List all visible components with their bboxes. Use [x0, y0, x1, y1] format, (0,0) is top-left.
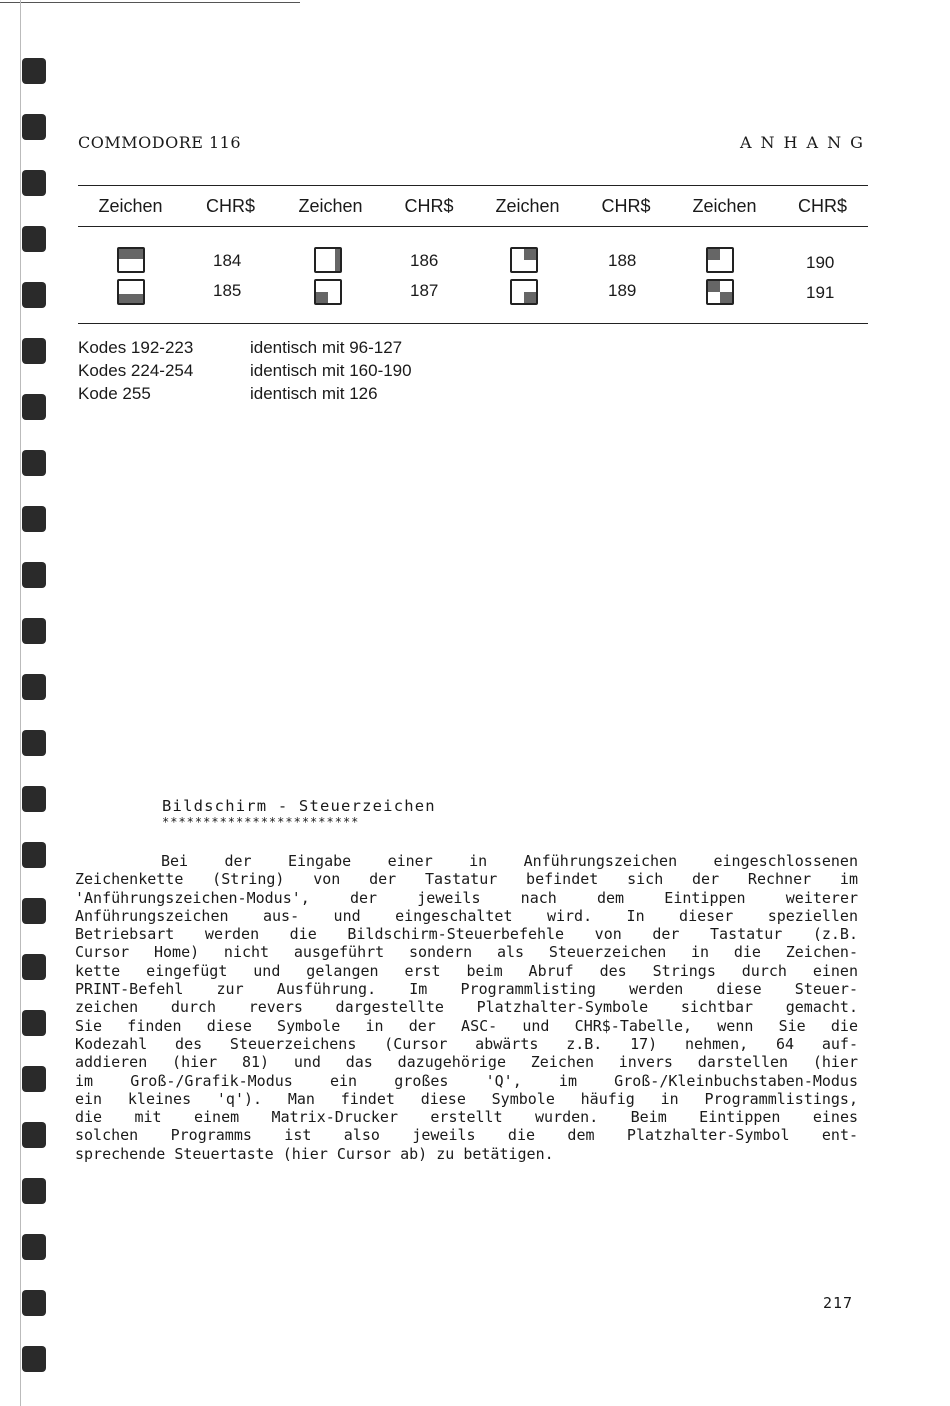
- binder-hole: [22, 394, 46, 420]
- binder-hole: [22, 562, 46, 588]
- binder-hole: [22, 954, 46, 980]
- binder-hole: [22, 58, 46, 84]
- binder-hole: [22, 842, 46, 868]
- binder-hole: [22, 730, 46, 756]
- bottom-half-block-icon: [117, 279, 145, 305]
- col-header-zeichen: Zeichen: [692, 195, 757, 216]
- chr-code: 184: [213, 251, 242, 270]
- binder-hole: [22, 338, 46, 364]
- chr-code: 190: [806, 253, 835, 272]
- body-line: kette eingefügt und gelangen erst beim Abruf des Strings durch einen: [75, 961, 858, 980]
- chr-code: 191: [806, 283, 835, 302]
- body-line: Zeichenkette (String) von der Tastatur befindet sich der Rechner im: [75, 870, 858, 889]
- body-line: addieren (hier 81) und das dazugehörige Zeichen invers darstellen (hier: [75, 1053, 858, 1072]
- body-line: ein kleines 'q'). Man findet diese Symbole häufig in Programmlistings,: [75, 1089, 858, 1108]
- code-ranges: [78, 336, 412, 405]
- section-title: Bildschirm - Steuerzeichen: [162, 797, 436, 815]
- binder-hole: [22, 506, 46, 532]
- binder-hole: [22, 1122, 46, 1148]
- checker-quadrants-icon: [706, 279, 734, 305]
- code-range-key: Kodes 192-223: [78, 338, 194, 357]
- col-header-chr: CHR$: [205, 195, 255, 216]
- binder-hole: [22, 226, 46, 252]
- bottom-right-quadrant-icon: [510, 279, 538, 305]
- code-range-row: [78, 382, 412, 405]
- binder-strip: [0, 0, 21, 1406]
- body-line: Sie finden diese Symbole in der ASC- und CHR$-Tabelle, wenn Sie die: [75, 1016, 858, 1035]
- chr-code: 188: [608, 251, 637, 270]
- binder-hole: [22, 1066, 46, 1092]
- binder-hole: [22, 170, 46, 196]
- chr-table: [78, 185, 868, 324]
- section-title-underline: ************************: [162, 815, 360, 829]
- binder-hole: [22, 1290, 46, 1316]
- body-line: solchen Programms ist also jeweils die dem Platzhalter-Symbol ent-: [75, 1126, 858, 1145]
- binder-hole: [22, 1346, 46, 1372]
- body-line: Kodezahl des Steuerzeichens (Cursor abwärts z.B. 17) nehmen, 64 auf-: [75, 1034, 858, 1053]
- body-line: Cursor Home) nicht ausgeführt sondern als Steuerzeichen in die Zeichen-: [75, 943, 858, 962]
- body-line: die mit einem Matrix-Drucker erstellt wurden. Beim Eintippen eines: [75, 1108, 858, 1127]
- top-rule: [0, 2, 300, 3]
- code-range-value: identisch mit 160-190: [250, 361, 412, 380]
- header-right: ANHANG: [740, 133, 872, 152]
- code-range-value: identisch mit 126: [250, 384, 378, 403]
- binder-hole: [22, 898, 46, 924]
- col-header-zeichen: Zeichen: [495, 195, 560, 216]
- table-bottom-rule: [78, 323, 868, 324]
- bottom-left-quadrant-icon: [314, 279, 342, 305]
- binder-hole: [22, 674, 46, 700]
- section-body: [75, 852, 858, 1163]
- binder-hole: [22, 114, 46, 140]
- body-line: Betriebsart werden die Bildschirm-Steuerbefehle von der Tastatur (z.B.: [75, 925, 858, 944]
- col-header-chr: CHR$: [601, 195, 651, 216]
- body-line: zeichen durch revers dargestellte Platzhalter-Symbole sichtbar gemacht.: [75, 998, 858, 1017]
- chr-code: 187: [410, 281, 439, 300]
- code-range-row: [78, 336, 412, 359]
- code-range-key: Kode 255: [78, 384, 151, 403]
- code-range-value: identisch mit 96-127: [250, 338, 403, 357]
- table-header: [78, 186, 868, 226]
- binder-hole: [22, 1234, 46, 1260]
- top-right-quadrant-icon: [510, 247, 538, 273]
- col-header-zeichen: Zeichen: [298, 195, 363, 216]
- header-left: COMMODORE 116: [78, 133, 242, 152]
- code-range-row: [78, 359, 412, 382]
- chr-code: 189: [608, 281, 637, 300]
- body-line: 'Anführungszeichen-Modus', der jeweils nach dem Eintippen weiterer: [75, 888, 858, 907]
- top-left-quadrant-icon: [706, 247, 734, 273]
- col-header-chr: CHR$: [404, 195, 454, 216]
- binder-hole: [22, 1178, 46, 1204]
- code-range-key: Kodes 224-254: [78, 361, 194, 380]
- col-header-zeichen: Zeichen: [98, 195, 163, 216]
- body-line: PRINT-Befehl zur Ausführung. Im Programmlisting werden diese Steuer-: [75, 980, 858, 999]
- binder-hole: [22, 1010, 46, 1036]
- chr-code: 185: [213, 281, 242, 300]
- body-line: Bei der Eingabe einer in Anführungszeichen eingeschlossenen: [161, 852, 858, 870]
- top-half-block-icon: [117, 247, 145, 273]
- table-body: [78, 227, 868, 323]
- binder-hole: [22, 786, 46, 812]
- binder-hole: [22, 618, 46, 644]
- chr-code: 186: [410, 251, 439, 270]
- binder-hole: [22, 282, 46, 308]
- body-line: im Groß-/Grafik-Modus ein großes 'Q', im Groß-/Kleinbuchstaben-Modus: [75, 1071, 858, 1090]
- col-header-chr: CHR$: [797, 195, 847, 216]
- right-edge-block-icon: [314, 247, 342, 273]
- body-line: sprechende Steuertaste (hier Cursor ab) zu betätigen.: [75, 1144, 554, 1163]
- page-number: 217: [823, 1294, 854, 1312]
- binder-hole: [22, 450, 46, 476]
- body-line: Anführungszeichen aus- und eingeschaltet wird. In dieser speziellen: [75, 906, 858, 925]
